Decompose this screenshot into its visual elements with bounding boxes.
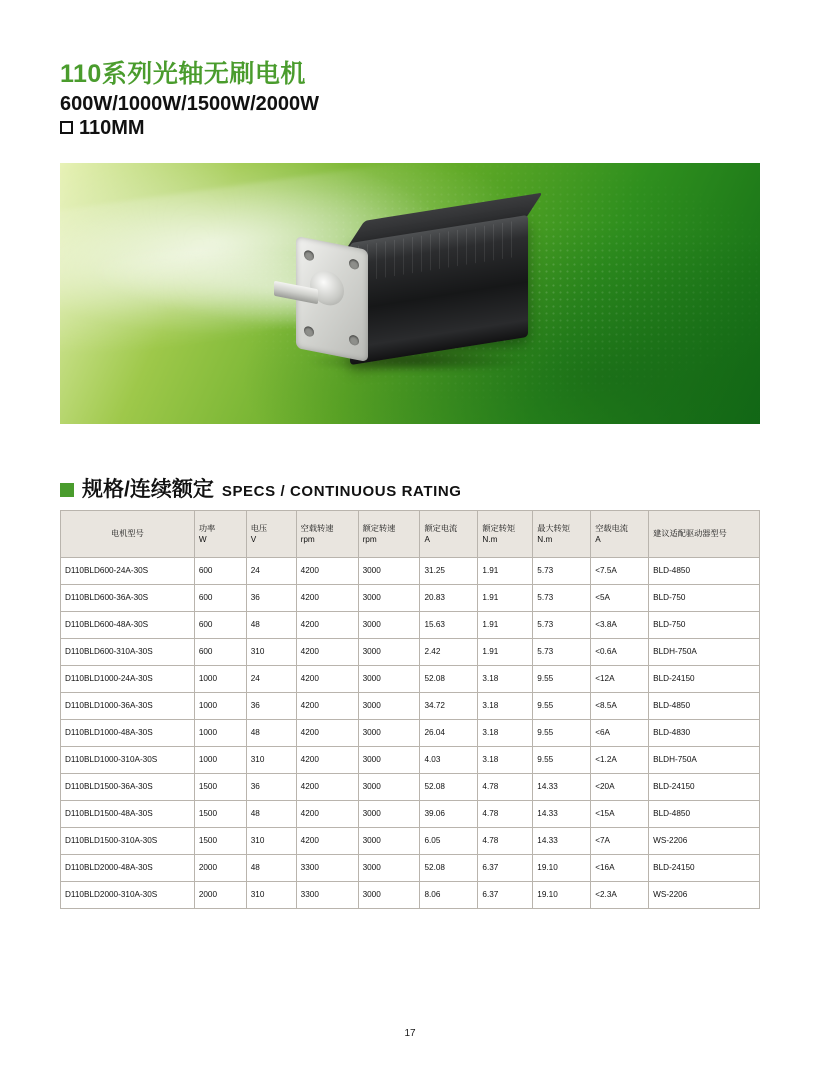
frame-size-label: 110MM [79, 116, 145, 139]
cell-no-load-current: <7A [591, 828, 649, 855]
table-row [61, 747, 760, 774]
cell-max-torque: 5.73 [533, 585, 591, 612]
cell-no-load-speed: 4200 [296, 666, 358, 693]
cell-model: D110BLD600-310A-30S [61, 639, 195, 666]
cell-driver: BLD-4850 [649, 693, 760, 720]
cell-no-load-speed: 4200 [296, 612, 358, 639]
column-header-rated-current [420, 511, 478, 558]
cell-no-load-current: <8.5A [591, 693, 649, 720]
column-header-label: 额定转矩 [482, 523, 516, 533]
table-header-row [61, 511, 760, 558]
cell-rated-current: 52.08 [420, 774, 478, 801]
cell-power: 600 [194, 585, 246, 612]
cell-rated-torque: 6.37 [478, 855, 533, 882]
cell-max-torque: 9.55 [533, 720, 591, 747]
cell-no-load-speed: 4200 [296, 801, 358, 828]
column-header-model [61, 511, 195, 558]
cell-rated-current: 31.25 [420, 558, 478, 585]
cell-no-load-current: <20A [591, 774, 649, 801]
cell-power: 1000 [194, 747, 246, 774]
frame-size-row [60, 118, 660, 138]
cell-max-torque: 9.55 [533, 747, 591, 774]
page-title-block [60, 60, 660, 138]
specs-section-heading [60, 473, 462, 503]
cell-power: 600 [194, 612, 246, 639]
cell-rated-speed: 3000 [358, 666, 420, 693]
cell-voltage: 310 [246, 747, 296, 774]
cell-driver: BLD-4850 [649, 801, 760, 828]
page-number: 17 [404, 1028, 416, 1039]
table-row [61, 612, 760, 639]
cell-model: D110BLD1000-310A-30S [61, 747, 195, 774]
cell-rated-torque: 3.18 [478, 693, 533, 720]
cell-model: D110BLD1000-36A-30S [61, 693, 195, 720]
cell-voltage: 24 [246, 558, 296, 585]
cell-rated-torque: 1.91 [478, 639, 533, 666]
cell-driver: BLD-24150 [649, 666, 760, 693]
table-row [61, 693, 760, 720]
column-header-unit: rpm [362, 535, 377, 544]
cell-rated-speed: 3000 [358, 828, 420, 855]
cell-voltage: 36 [246, 774, 296, 801]
cell-max-torque: 14.33 [533, 774, 591, 801]
cell-rated-speed: 3000 [358, 720, 420, 747]
square-outline-icon [60, 121, 73, 134]
cell-model: D110BLD2000-48A-30S [61, 855, 195, 882]
cell-voltage: 36 [246, 585, 296, 612]
cell-rated-current: 2.42 [420, 639, 478, 666]
cell-voltage: 48 [246, 801, 296, 828]
cell-model: D110BLD2000-310A-30S [61, 882, 195, 909]
cell-no-load-speed: 3300 [296, 855, 358, 882]
cell-model: D110BLD600-24A-30S [61, 558, 195, 585]
cell-power: 2000 [194, 882, 246, 909]
cell-rated-current: 4.03 [420, 747, 478, 774]
table-row [61, 558, 760, 585]
column-header-power [194, 511, 246, 558]
cell-no-load-speed: 4200 [296, 720, 358, 747]
brushless-motor-illustration [288, 225, 548, 370]
cell-no-load-speed: 4200 [296, 558, 358, 585]
cell-no-load-current: <2.3A [591, 882, 649, 909]
cell-driver: BLD-24150 [649, 774, 760, 801]
column-header-unit: V [250, 535, 257, 544]
cell-no-load-current: <5A [591, 585, 649, 612]
square-bullet-icon [60, 483, 74, 497]
cell-power: 2000 [194, 855, 246, 882]
mounting-hole [349, 258, 359, 270]
table-row [61, 855, 760, 882]
section-title-cn: 规格/连续额定 [82, 478, 214, 501]
cell-max-torque: 5.73 [533, 612, 591, 639]
cell-driver: BLD-750 [649, 585, 760, 612]
cell-max-torque: 19.10 [533, 882, 591, 909]
cell-rated-current: 52.08 [420, 855, 478, 882]
cell-model: D110BLD1000-24A-30S [61, 666, 195, 693]
column-header-unit: A [595, 535, 601, 544]
page-title: 110系列光轴无刷电机 [60, 60, 306, 88]
column-header-label: 电压 [250, 523, 268, 533]
cell-model: D110BLD1000-48A-30S [61, 720, 195, 747]
cell-rated-speed: 3000 [358, 801, 420, 828]
column-header-label: 空载转速 [300, 523, 334, 533]
mounting-hole [304, 250, 314, 262]
cell-rated-current: 52.08 [420, 666, 478, 693]
cell-voltage: 310 [246, 882, 296, 909]
table-row [61, 666, 760, 693]
cell-rated-torque: 1.91 [478, 585, 533, 612]
cell-driver: BLD-24150 [649, 855, 760, 882]
cell-rated-current: 6.05 [420, 828, 478, 855]
column-header-voltage [246, 511, 296, 558]
cell-max-torque: 14.33 [533, 828, 591, 855]
table-row [61, 801, 760, 828]
cell-no-load-speed: 4200 [296, 747, 358, 774]
column-header-label: 额定电流 [424, 523, 458, 533]
cell-driver: WS-2206 [649, 882, 760, 909]
mounting-hole [304, 326, 314, 338]
cell-max-torque: 9.55 [533, 666, 591, 693]
cell-max-torque: 5.73 [533, 639, 591, 666]
cell-model: D110BLD1500-48A-30S [61, 801, 195, 828]
cell-rated-current: 20.83 [420, 585, 478, 612]
cell-max-torque: 5.73 [533, 558, 591, 585]
cell-model: D110BLD600-36A-30S [61, 585, 195, 612]
column-header-no-load-speed [296, 511, 358, 558]
cell-power: 1500 [194, 774, 246, 801]
cell-voltage: 36 [246, 693, 296, 720]
cell-no-load-speed: 4200 [296, 774, 358, 801]
column-header-label: 最大转矩 [537, 523, 571, 533]
table-row [61, 828, 760, 855]
cell-no-load-current: <0.6A [591, 639, 649, 666]
cell-rated-torque: 3.18 [478, 747, 533, 774]
column-header-rated-speed [358, 511, 420, 558]
cell-rated-torque: 4.78 [478, 801, 533, 828]
cell-no-load-current: <15A [591, 801, 649, 828]
cell-rated-torque: 6.37 [478, 882, 533, 909]
table-row [61, 720, 760, 747]
cell-driver: BLDH-750A [649, 747, 760, 774]
cell-no-load-current: <1.2A [591, 747, 649, 774]
cell-no-load-current: <12A [591, 666, 649, 693]
cell-max-torque: 14.33 [533, 801, 591, 828]
cell-max-torque: 19.10 [533, 855, 591, 882]
cell-no-load-speed: 4200 [296, 585, 358, 612]
cell-rated-speed: 3000 [358, 558, 420, 585]
cell-no-load-current: <3.8A [591, 612, 649, 639]
cell-driver: WS-2206 [649, 828, 760, 855]
column-header-label: 额定转速 [362, 523, 396, 533]
cell-driver: BLD-4850 [649, 558, 760, 585]
column-header-unit: N.m [537, 535, 553, 544]
column-header-label: 功率 [198, 523, 216, 533]
table-row [61, 585, 760, 612]
cell-power: 1500 [194, 828, 246, 855]
power-range-label: 600W/1000W/1500W/2000W [60, 92, 320, 115]
cell-driver: BLD-750 [649, 612, 760, 639]
column-header-label: 电机型号 [111, 529, 144, 539]
cell-rated-torque: 1.91 [478, 612, 533, 639]
cell-no-load-speed: 4200 [296, 639, 358, 666]
cell-rated-torque: 4.78 [478, 774, 533, 801]
cell-no-load-speed: 3300 [296, 882, 358, 909]
cell-power: 1000 [194, 720, 246, 747]
cell-voltage: 310 [246, 639, 296, 666]
cell-rated-speed: 3000 [358, 774, 420, 801]
cell-rated-speed: 3000 [358, 882, 420, 909]
product-hero-image [60, 163, 760, 424]
table-row [61, 882, 760, 909]
table-header [61, 511, 760, 558]
cell-rated-speed: 3000 [358, 693, 420, 720]
mounting-hole [349, 334, 359, 346]
cell-rated-torque: 4.78 [478, 828, 533, 855]
cell-no-load-current: <6A [591, 720, 649, 747]
column-header-driver [649, 511, 760, 558]
column-header-label: 建议适配驱动器型号 [653, 529, 727, 539]
table-row [61, 774, 760, 801]
cell-rated-speed: 3000 [358, 639, 420, 666]
cell-no-load-current: <16A [591, 855, 649, 882]
cell-model: D110BLD600-48A-30S [61, 612, 195, 639]
cell-no-load-speed: 4200 [296, 828, 358, 855]
column-header-unit: W [198, 535, 207, 544]
column-header-unit: rpm [300, 535, 315, 544]
cell-rated-torque: 3.18 [478, 666, 533, 693]
cell-rated-current: 8.06 [420, 882, 478, 909]
cell-power: 600 [194, 639, 246, 666]
column-header-no-load-current [591, 511, 649, 558]
cell-rated-torque: 1.91 [478, 558, 533, 585]
column-header-max-torque [533, 511, 591, 558]
cell-rated-speed: 3000 [358, 747, 420, 774]
cell-no-load-speed: 4200 [296, 693, 358, 720]
cell-rated-current: 15.63 [420, 612, 478, 639]
cell-rated-current: 26.04 [420, 720, 478, 747]
cell-power: 1500 [194, 801, 246, 828]
cell-power: 1000 [194, 693, 246, 720]
cell-model: D110BLD1500-36A-30S [61, 774, 195, 801]
cell-driver: BLDH-750A [649, 639, 760, 666]
column-header-label: 空载电流 [595, 523, 628, 533]
section-title-en: SPECS / CONTINUOUS RATING [221, 483, 462, 500]
table-body [61, 558, 760, 909]
column-header-unit: N.m [482, 535, 498, 544]
cell-rated-speed: 3000 [358, 585, 420, 612]
cell-power: 600 [194, 558, 246, 585]
cell-driver: BLD-4830 [649, 720, 760, 747]
cell-max-torque: 9.55 [533, 693, 591, 720]
cell-no-load-current: <7.5A [591, 558, 649, 585]
table-row [61, 639, 760, 666]
column-header-rated-torque [478, 511, 533, 558]
cell-model: D110BLD1500-310A-30S [61, 828, 195, 855]
cell-voltage: 48 [246, 612, 296, 639]
cell-voltage: 48 [246, 855, 296, 882]
cell-rated-current: 39.06 [420, 801, 478, 828]
cell-power: 1000 [194, 666, 246, 693]
cell-rated-torque: 3.18 [478, 720, 533, 747]
cell-rated-speed: 3000 [358, 612, 420, 639]
cell-voltage: 310 [246, 828, 296, 855]
cell-rated-speed: 3000 [358, 855, 420, 882]
cell-voltage: 48 [246, 720, 296, 747]
specifications-table [60, 510, 760, 909]
cell-rated-current: 34.72 [420, 693, 478, 720]
cell-voltage: 24 [246, 666, 296, 693]
column-header-unit: A [424, 535, 430, 544]
